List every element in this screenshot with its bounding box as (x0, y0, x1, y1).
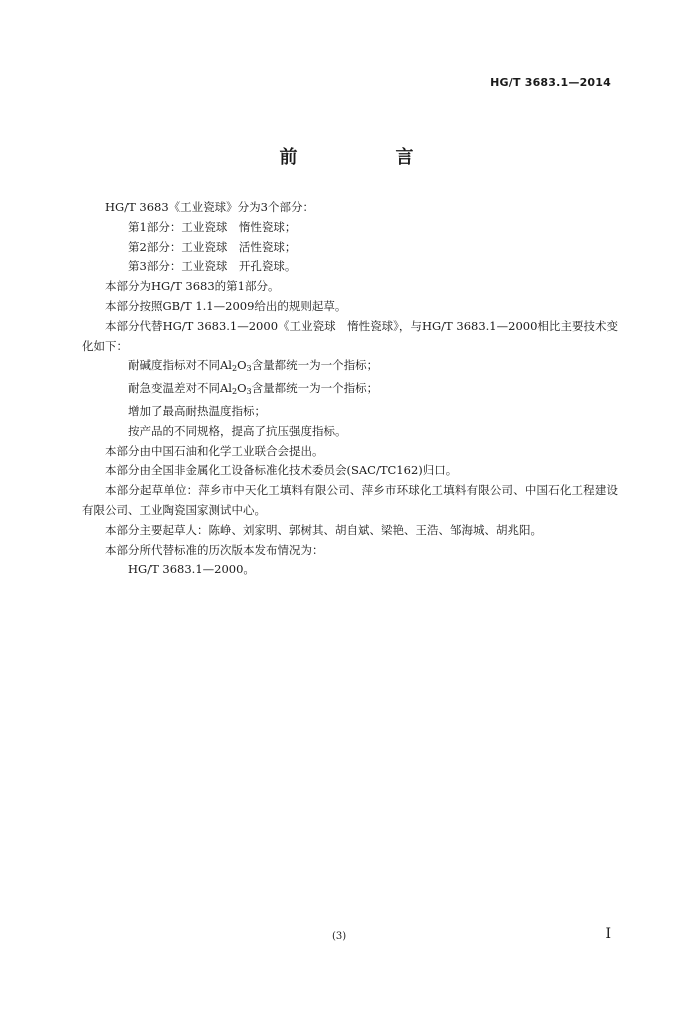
change-2-tail: 含量都统一为一个指标； (251, 381, 379, 396)
list-item-part-2: 第2部分：工业瓷球 活性瓷球； (128, 239, 297, 254)
paragraph-previous-editions: 本部分所代替标准的历次版本发布情况为： (105, 542, 324, 557)
subscript-3: 3 (246, 387, 252, 397)
subscript-2: 2 (231, 364, 238, 374)
subscript-3: 3 (246, 364, 252, 374)
oxygen-symbol: O (237, 381, 247, 396)
paragraph-part-scope: 本部分为HG/T 3683的第1部分。 (105, 279, 280, 294)
paragraph-drafting-rules: 本部分按照GB/T 1.1—2009给出的规则起草。 (105, 298, 347, 313)
footer-mark: (3) (332, 931, 347, 942)
page-number: I (605, 926, 611, 942)
change-1-tail: 含量都统一为一个指标； (251, 358, 379, 373)
change-item-alkali-resistance (82, 356, 618, 379)
paragraph-proposer: 本部分由中国石油和化学工业联合会提出。 (105, 443, 324, 458)
previous-edition-item: HG/T 3683.1—2000。 (128, 562, 255, 577)
change-item-thermal-shock (82, 379, 618, 402)
foreword-body (82, 198, 618, 580)
paragraph-committee: 本部分由全国非金属化工设备标准化技术委员会(SAC/TC162)归口。 (105, 463, 458, 478)
change-item-max-temperature: 增加了最高耐热温度指标； (128, 403, 266, 418)
list-item-part-3: 第3部分：工业瓷球 开孔瓷球。 (128, 259, 297, 274)
change-1-text: 耐碱度指标对不同Al (128, 358, 232, 373)
change-2-text: 耐急变温差对不同Al (128, 381, 232, 396)
paragraph-parts-intro: HG/T 3683《工业瓷球》分为3个部分： (105, 200, 314, 214)
page-title: 前 言 (279, 147, 454, 168)
subscript-2: 2 (231, 387, 238, 397)
paragraph-replacement: 本部分代替HG/T 3683.1—2000《工业瓷球 惰性瓷球》，与HG/T 3683.1—2000相比主要技术变化如下： (82, 318, 618, 353)
oxygen-symbol: O (237, 358, 247, 373)
change-item-compressive-strength: 按产品的不同规格，提高了抗压强度指标。 (128, 423, 347, 438)
list-item-part-1: 第1部分：工业瓷球 惰性瓷球； (128, 219, 297, 234)
standard-code: HG/T 3683.1—2014 (490, 76, 611, 89)
paragraph-drafters: 本部分主要起草人：陈峥、刘家明、郭树其、胡自斌、梁艳、王浩、邹海城、胡兆阳。 (105, 522, 542, 537)
paragraph-drafting-units: 本部分起草单位：萍乡市中天化工填料有限公司、萍乡市环球化工填料有限公司、中国石化工程建设有限公司、工业陶瓷国家测试中心。 (82, 483, 618, 517)
